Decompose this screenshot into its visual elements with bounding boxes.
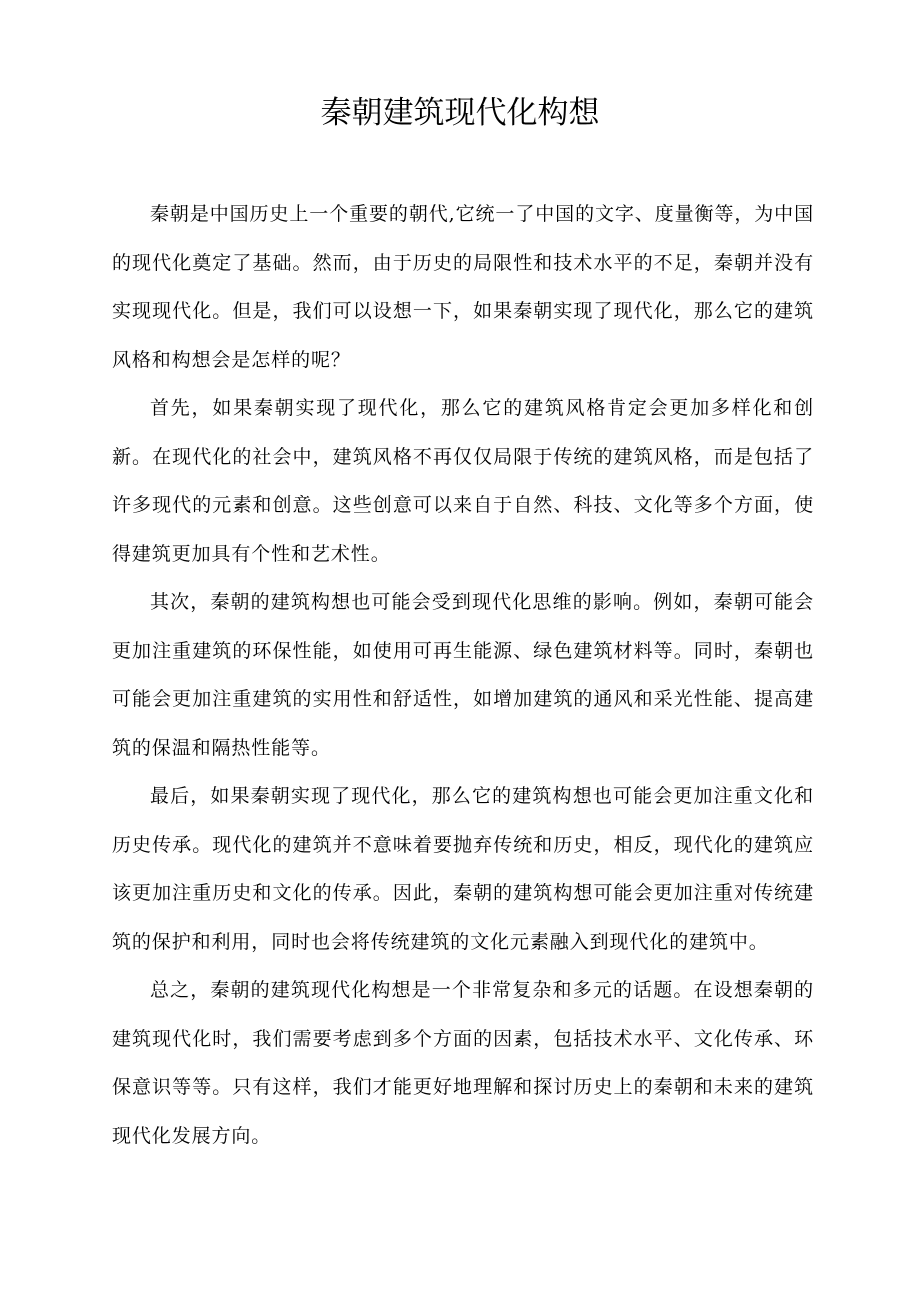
document-title: 秦朝建筑现代化构想: [320, 95, 600, 131]
paragraph-third: 最后，如果秦朝实现了现代化，那么它的建筑构想也可能会更加注重文化和历史传承。现代化的建筑并不意味着要抛弃传统和历史，相反，现代化的建筑应该更加注重历史和文化的传承。因此，秦朝的建筑构想可能会更加注重对传统建筑的保护和利用，同时也会将传统建筑的文化元素融入到现代化的建筑中。: [112, 785, 814, 953]
paragraph-first: 首先，如果秦朝实现了现代化，那么它的建筑风格肯定会更加多样化和创新。在现代化的社会中，建筑风格不再仅仅局限于传统的建筑风格，而是包括了许多现代的元素和创意。这些创意可以来自于自然、科技、文化等多个方面，使得建筑更加具有个性和艺术性。: [112, 397, 814, 565]
paragraph-intro: 秦朝是中国历史上一个重要的朝代,它统一了中国的文字、度量衡等，为中国的现代化奠定了基础。然而，由于历史的局限性和技术水平的不足，秦朝并没有实现现代化。但是，我们可以设想一下，如果秦朝实现了现代化，那么它的建筑风格和构想会是怎样的呢？: [112, 203, 814, 371]
document-body: [112, 190, 814, 1160]
paragraph-second: 其次，秦朝的建筑构想也可能会受到现代化思维的影响。例如，秦朝可能会更加注重建筑的环保性能，如使用可再生能源、绿色建筑材料等。同时，秦朝也可能会更加注重建筑的实用性和舒适性，如增加建筑的通风和采光性能、提高建筑的保温和隔热性能等。: [112, 591, 814, 759]
paragraph-conclusion: 总之，秦朝的建筑现代化构想是一个非常复杂和多元的话题。在设想秦朝的建筑现代化时，我们需要考虑到多个方面的因素，包括技术水平、文化传承、环保意识等等。只有这样，我们才能更好地理解和探讨历史上的秦朝和未来的建筑现代化发展方向。: [112, 979, 814, 1147]
